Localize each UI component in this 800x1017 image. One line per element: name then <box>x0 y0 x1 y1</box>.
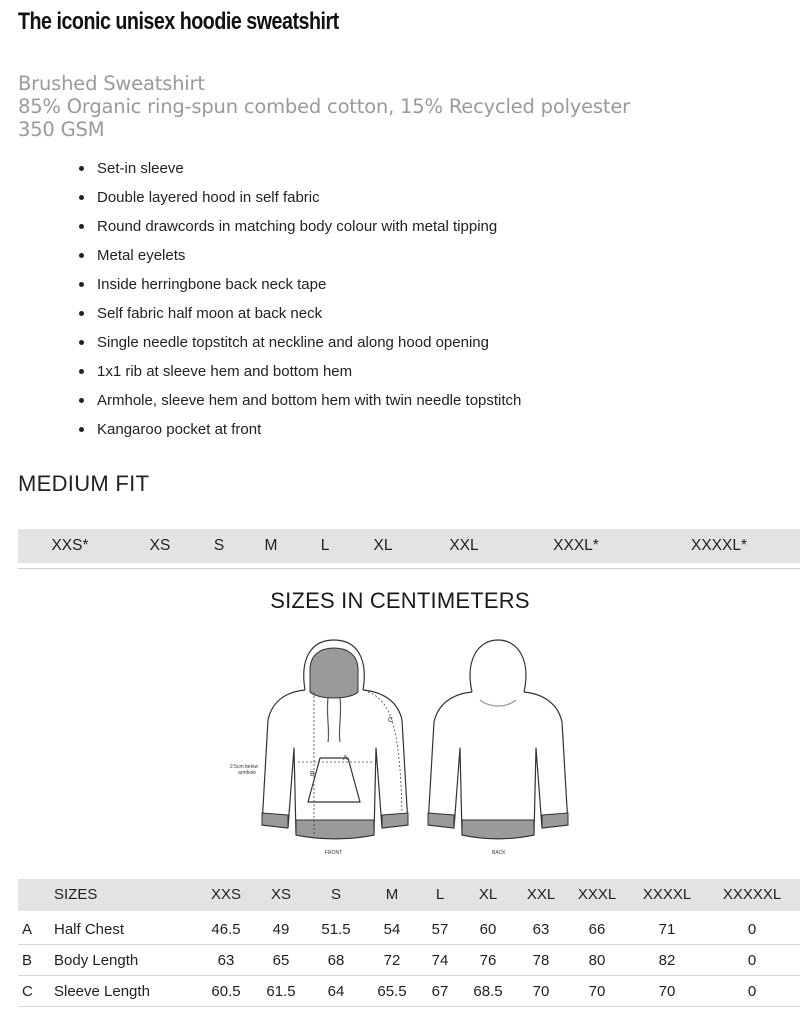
armhole-note-line2: armhole <box>238 770 257 776</box>
armhole-note-line1: 2.5cm below <box>230 764 259 770</box>
table-cell: 76 <box>479 952 497 969</box>
feature-list <box>76 157 521 447</box>
table-cell: 60 <box>479 921 497 938</box>
measure-b-label: B <box>310 771 315 778</box>
table-cell: 0 <box>747 983 757 1000</box>
table-cell: 74 <box>431 952 449 969</box>
row-divider <box>18 944 800 945</box>
table-cell: 61.5 <box>266 983 296 1000</box>
table-column-header: XL <box>478 886 498 903</box>
size-range-item: XL <box>373 537 393 554</box>
table-cell: 46.5 <box>211 921 241 938</box>
table-cell: 57 <box>431 921 449 938</box>
front-left-cuff-rib <box>262 813 288 828</box>
table-cell: 64 <box>327 983 345 1000</box>
measure-c-line <box>368 692 402 813</box>
front-label: FRONT <box>325 850 343 856</box>
table-cell: 70 <box>588 983 606 1000</box>
table-cell: 72 <box>383 952 401 969</box>
table-cell: 0 <box>747 952 757 969</box>
feature-item: Metal eyelets <box>76 244 521 273</box>
table-cell: 68.5 <box>473 983 503 1000</box>
row-label: Body Length <box>54 952 139 969</box>
table-cell: 67 <box>431 983 449 1000</box>
size-range-item: XXS* <box>51 537 89 554</box>
feature-item: 1x1 rib at sleeve hem and bottom hem <box>76 360 521 389</box>
feature-item: Self fabric half moon at back neck <box>76 302 521 331</box>
fit-heading: MEDIUM FIT <box>18 471 150 496</box>
page-title: The iconic unisex hoodie sweatshirt <box>18 8 339 35</box>
row-divider <box>18 975 800 976</box>
back-neck-arc <box>480 700 516 706</box>
back-right-cuff-rib <box>542 813 568 828</box>
table-column-header: XXXXL <box>642 886 692 903</box>
table-cell: 49 <box>272 921 290 938</box>
feature-item: Armhole, sleeve hem and bottom hem with twin needle topstitch <box>76 389 521 418</box>
kangaroo-pocket <box>308 758 360 802</box>
table-column-header: XXL <box>526 886 556 903</box>
back-bottom-rib <box>462 820 534 839</box>
front-hood-lining <box>310 648 358 698</box>
measure-c-label: C <box>388 717 394 724</box>
table-column-header: L <box>435 886 445 903</box>
front-bottom-rib <box>296 820 374 839</box>
size-range-item: XS <box>149 537 171 554</box>
table-column-header: XS <box>270 886 292 903</box>
table-cell: 0 <box>747 921 757 938</box>
fabric-name: Brushed Sweatshirt <box>18 72 205 95</box>
fabric-composition: 85% Organic ring-spun combed cotton, 15% Recycled polyester <box>18 95 630 118</box>
table-cell: 54 <box>383 921 401 938</box>
table-cell: 51.5 <box>321 921 351 938</box>
size-range-item: M <box>264 537 278 554</box>
row-letter: A <box>22 921 33 938</box>
table-column-header: S <box>330 886 342 903</box>
table-cell: 71 <box>658 921 676 938</box>
fabric-info <box>18 72 630 141</box>
row-letter: C <box>22 983 33 1000</box>
back-label: BACK <box>492 850 506 856</box>
front-right-cuff-rib <box>382 813 408 828</box>
back-hoodie-outline <box>428 640 568 839</box>
table-cell: 65 <box>272 952 290 969</box>
size-range-item: XXL <box>449 537 479 554</box>
table-column-header: XXXL <box>577 886 617 903</box>
table-cell: 63 <box>532 921 550 938</box>
row-divider <box>18 1006 800 1007</box>
size-range-item: L <box>320 537 330 554</box>
size-range-item: XXXL* <box>553 537 599 554</box>
feature-item: Set-in sleeve <box>76 157 521 186</box>
feature-item: Inside herringbone back neck tape <box>76 273 521 302</box>
table-cell: 70 <box>532 983 550 1000</box>
table-column-header: XXS <box>210 886 242 903</box>
row-label: Sleeve Length <box>54 983 150 1000</box>
back-hood-outline <box>470 640 526 692</box>
table-column-header: M <box>385 886 399 903</box>
measure-a-label: A <box>343 755 348 762</box>
feature-item: Double layered hood in self fabric <box>76 186 521 215</box>
fabric-weight: 350 GSM <box>18 118 105 141</box>
feature-item: Single needle topstitch at neckline and along hood opening <box>76 331 521 360</box>
size-range-item: XXXXL* <box>690 537 748 554</box>
table-cell: 60.5 <box>211 983 241 1000</box>
hoodie-diagram <box>210 630 590 860</box>
row-label: Half Chest <box>54 921 125 938</box>
feature-item: Kangaroo pocket at front <box>76 418 521 447</box>
drawcords <box>327 698 340 742</box>
row-letter: B <box>22 952 33 969</box>
table-cell: 68 <box>327 952 345 969</box>
table-cell: 63 <box>217 952 235 969</box>
back-left-cuff-rib <box>428 813 454 828</box>
table-cell: 70 <box>658 983 676 1000</box>
table-cell: 82 <box>658 952 676 969</box>
sizes-heading: SIZES IN CENTIMETERS <box>270 588 530 613</box>
table-cell: 66 <box>588 921 606 938</box>
table-column-header: XXXXXL <box>722 886 782 903</box>
divider <box>18 568 800 569</box>
feature-item: Round drawcords in matching body colour with metal tipping <box>76 215 521 244</box>
table-cell: 80 <box>588 952 606 969</box>
table-cell: 78 <box>532 952 550 969</box>
table-header-sizes: SIZES <box>54 886 98 903</box>
size-range-bar <box>18 529 800 563</box>
table-cell: 65.5 <box>377 983 407 1000</box>
size-range-item: S <box>213 537 225 554</box>
